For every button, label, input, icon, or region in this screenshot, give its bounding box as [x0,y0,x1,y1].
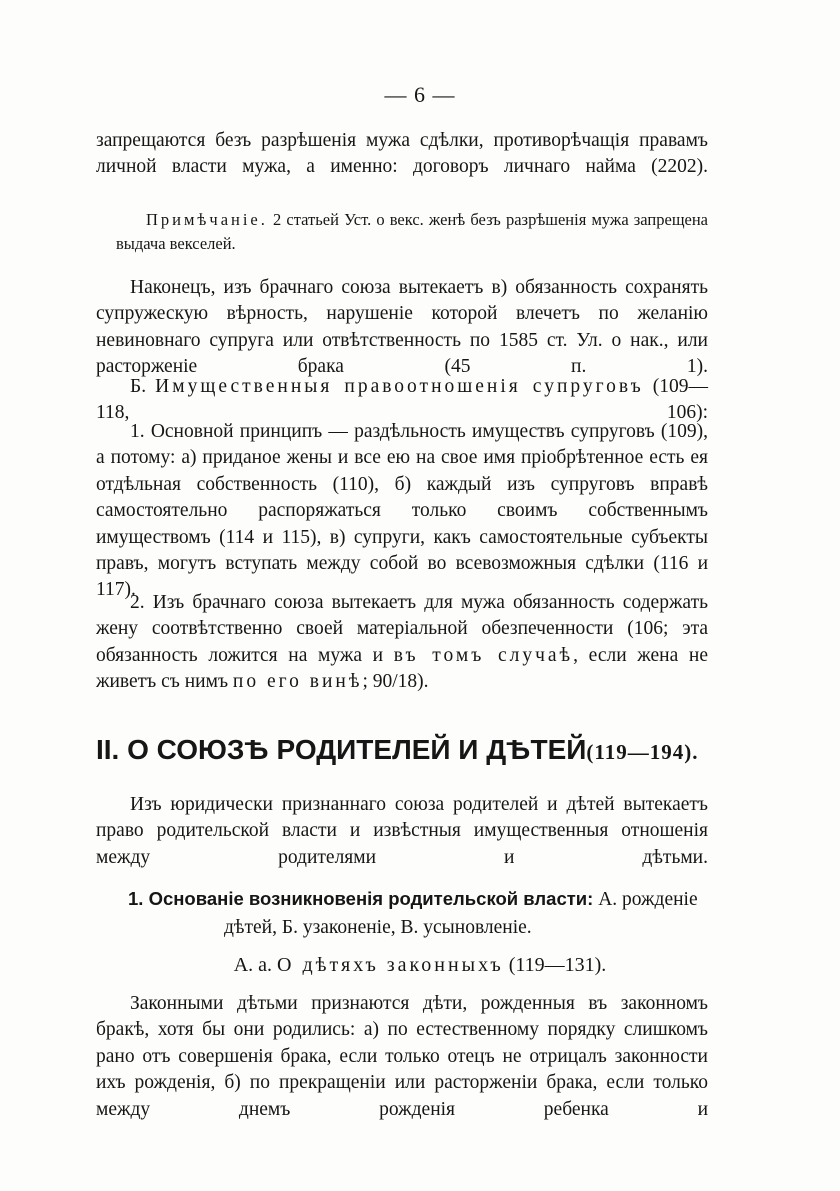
maintenance-spaced-1: въ томъ случаѣ [393,644,574,666]
property-heading: Имущественныя правоотношенія супруговъ [155,376,644,397]
note-label: Примѣчаніе. [146,210,268,229]
note-text: 2 статьей Уст. о векс. женѣ безъ разрѣшенія мужа запрещена выдача векселей. [116,210,708,253]
paragraph-maintenance-duty [96,590,708,696]
legitimate-lead: А. а. [233,954,278,976]
paragraph-fidelity-duty: Наконецъ, изъ брачнаго союза вытекаетъ в) обязанность сохранять супружескую вѣрность, нарушеніе которой влечетъ по желанію невиновнаго супруга или отвѣтственность по 1585 ст. Ул. о нак., или расторженіе брака (45 п. 1). [96,277,708,378]
grounds-title: 1. Основаніе возникновенія родительской власти: [128,888,594,909]
maintenance-text-a: 2. Изъ брачнаго союза вытекаетъ для мужа обязанность содержать жену соотвѣтственно своей матеріальной обезпеченности (106; эта обязанность ложится на мужа и [96,592,708,666]
section-title: II. О СОЮЗѢ РОДИТЕЛЕЙ И ДѢТЕЙ [96,734,587,765]
property-refs: (109—118, 106): [96,376,709,424]
subsection-grounds [128,885,708,942]
paragraph-parental-union: Изъ юридически признаннаго союза родителей и дѣтей вытекаетъ право родительской власти и извѣстныя имущественныя отношенія между родителями и дѣтьми. [96,794,708,868]
section-range: (119—194). [586,740,699,764]
paragraph-marital-restrictions: запрещаются безъ разрѣшенія мужа сдѣлки, противорѣчащія правамъ личной власти мужа, а именно: договоръ личнаго найма (2202). [96,130,708,178]
maintenance-text-c: ; 90/18). [362,671,429,693]
page-number: — 6 — [384,82,456,107]
subsection-legitimate-children [0,954,840,977]
legitimate-refs: (119—131). [503,954,607,976]
grounds-line2: дѣтей, Б. узаконеніе, В. усыновленіе. [224,917,532,938]
property-lead: Б. [130,376,156,397]
section-heading [96,734,716,766]
paragraph-legitimate-children: Законными дѣтьми признаются дѣти, рожденныя въ законномъ бракѣ, хотя бы они родились: а) по естественному порядку слишкомъ рано отъ совершенія брака, если только отецъ не отрицалъ законности ихъ рожденія, б) по прекращеніи или расторженіи брака, если только между днемъ рожденія ребенка и [96,993,708,1120]
footnote-remark [116,208,708,256]
paragraph-separate-property: 1. Основной принципъ — раздѣльность имуществъ супруговъ (109), а потому: а) приданое жены и все ею на свое имя пріобрѣтенное есть ея отдѣльная собственность (110), б) каждый изъ супруговъ вправѣ самостоятельно распоряжаться только своимъ собственнымъ имуществомъ (114 и 115), в) супруги, какъ самостоятельные субъекты правъ, могутъ вступать между собой во всевозможныя сдѣлки (116 и 117). [96,421,708,601]
maintenance-text-b: , если жена не живетъ съ нимъ [96,644,709,693]
legitimate-title: О дѣтяхъ законныхъ [277,954,504,976]
maintenance-spaced-2: по его винѣ [232,671,363,693]
grounds-line1: А. рожденіе [593,889,698,910]
